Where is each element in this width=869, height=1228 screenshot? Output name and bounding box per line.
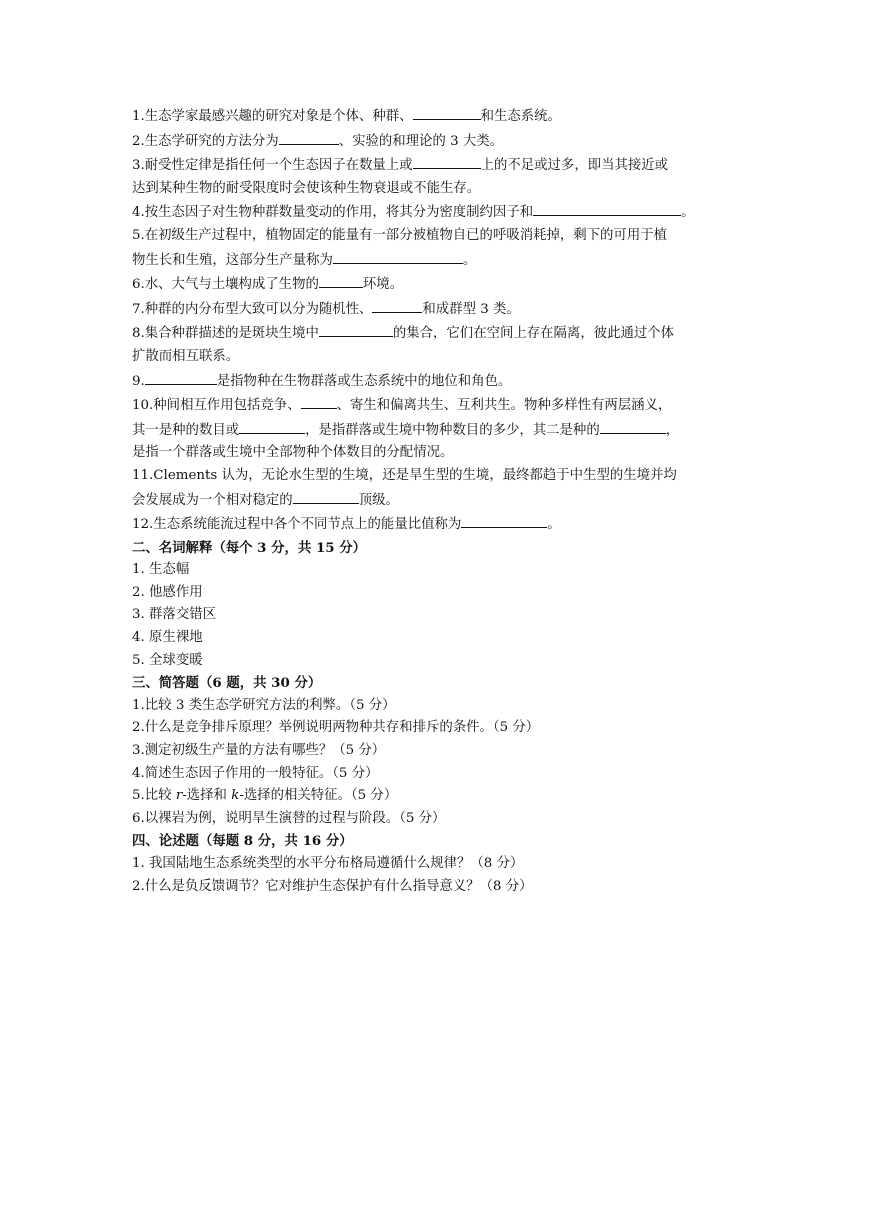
fill-q4: 4.按生态因子对生物种群数量变动的作用，将其分为密度制约因子和 。 [132,200,742,225]
fill-q12: 12.生态系统能流过程中各个不同节点上的能量比值称为 。 [132,512,742,537]
section-title-terms: 二、名词解释（每个 3 分，共 15 分） [132,539,367,556]
fill-q3: 3.耐受性定律是指任何一个生态因子在数量上或 上的不足或过多，即当其接近或 [132,153,742,178]
exam-page [132,104,742,898]
answer-blank[interactable] [461,512,547,528]
term-item: 5. 全球变暖 [132,652,203,668]
fill-q8-cont: 扩散而相互联系。 [132,348,240,364]
answer-blank[interactable] [319,272,363,288]
term-item: 3. 群落交错区 [132,607,216,623]
fill-q2: 2.生态学研究的方法分为 、实验的和理论的 3 大类。 [132,129,742,154]
term-item: 4. 原生裸地 [132,630,203,646]
fill-q10-cont2: 是指一个群落或生境中全部物种个体数目的分配情况。 [132,445,454,461]
essay-question: 1. 我国陆地生态系统类型的水平分布格局遵循什么规律？（8 分） [132,856,524,871]
term-item: 2. 他感作用 [132,584,203,600]
answer-blank[interactable] [333,248,463,264]
answer-blank[interactable] [600,418,666,434]
fill-q11-cont: 会发展成为一个相对稳定的 顶级。 [132,488,742,513]
fill-q11: 11.Clements 认为，无论水生型的生境，还是旱生型的生境，最终都趋于中生型的生境并均 [132,467,677,483]
short-question: 3.测定初级生产量的方法有哪些？（5 分） [132,743,386,759]
short-question: 6.以裸岩为例，说明旱生演替的过程与阶段。（5 分） [132,810,446,826]
fill-q1: 1.生态学家最感兴趣的研究对象是个体、种群、 和生态系统。 [132,104,742,129]
answer-blank[interactable] [319,321,393,337]
answer-blank[interactable] [239,418,305,434]
answer-blank[interactable] [533,200,681,216]
short-question: 1.比较 3 类生态学研究方法的利弊。（5 分） [132,697,396,713]
answer-blank[interactable] [372,297,422,313]
short-question: 2.什么是竞争排斥原理？举例说明两物种共存和排斥的条件。（5 分） [132,720,540,736]
answer-blank[interactable] [413,153,481,169]
fill-q5: 5.在初级生产过程中，植物固定的能量有一部分被植物自已的呼吸消耗掉，剩下的可用于植 [132,227,668,243]
answer-blank[interactable] [301,393,337,409]
fill-q3-cont: 达到某种生物的耐受限度时会使该种生物衰退或不能生存。 [132,180,481,196]
answer-blank[interactable] [145,369,217,385]
fill-q5-cont: 物生长和生殖，这部分生产量称为 。 [132,248,742,273]
fill-q7: 7.种群的内分布型大致可以分为随机性、 和成群型 3 类。 [132,297,742,322]
short-question: 5.比较 r-选择和 k-选择的相关特征。（5 分） [132,788,398,804]
section-title-essay: 四、论述题（每题 8 分，共 16 分） [132,833,353,850]
fill-q8: 8.集合种群描述的是斑块生境中 的集合，它们在空间上存在隔离，彼此通过个体 [132,321,742,346]
section-title-short-answer: 三、简答题（6 题，共 30 分） [132,675,322,692]
answer-blank[interactable] [279,129,339,145]
fill-q10: 10.种间相互作用包括竞争、 、寄生和偏离共生、互利共生。物种多样性有两层涵义， [132,393,742,418]
answer-blank[interactable] [413,104,481,120]
essay-question: 2.什么是负反馈调节？它对维护生态保护有什么指导意义？（8 分） [132,878,533,894]
term-item: 1. 生态幅 [132,562,190,578]
short-question: 4.简述生态因子作用的一般特征。（5 分） [132,765,379,781]
answer-blank[interactable] [293,488,359,504]
fill-q9: 9. 是指物种在生物群落或生态系统中的地位和角色。 [132,369,742,394]
fill-q6: 6.水、大气与土壤构成了生物的 环境。 [132,272,742,297]
fill-q10-cont: 其一是种的数目或 ，是指群落或生境中物种数目的多少，其二是种的 ， [132,418,742,443]
